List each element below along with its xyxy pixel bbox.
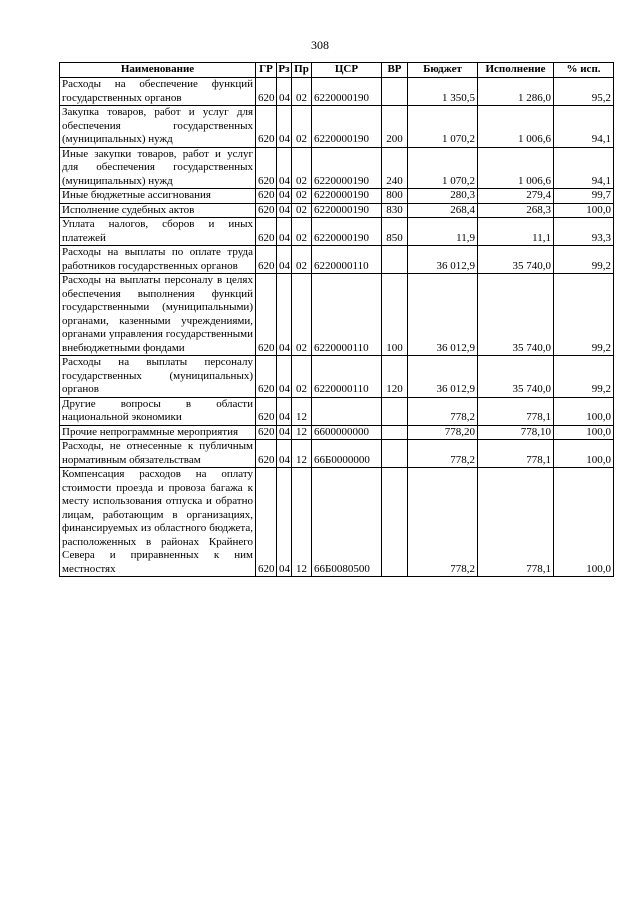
table-header-row <box>60 63 614 78</box>
table-row <box>60 203 614 218</box>
row-gr: 620 <box>256 189 277 204</box>
row-csr <box>312 397 382 425</box>
row-execution: 778,1 <box>478 397 554 425</box>
row-gr: 620 <box>256 246 277 274</box>
row-name: Иные закупки товаров, работ и услуг для обеспечения государственных (муниципальных) нужд <box>60 147 256 189</box>
row-name: Другие вопросы в области национальной экономики <box>60 397 256 425</box>
row-pr: 02 <box>292 356 312 398</box>
row-rz: 04 <box>277 189 292 204</box>
table-row <box>60 106 614 148</box>
row-budget: 778,2 <box>408 397 478 425</box>
row-percent: 99,7 <box>554 189 614 204</box>
header-gr: ГР <box>256 63 277 78</box>
row-gr: 620 <box>256 147 277 189</box>
row-gr: 620 <box>256 106 277 148</box>
row-name: Компенсация расходов на оплату стоимости проезда и провоза багажа к месту использования отпуска и обратно лицам, работающим в организациях, финансируемых из областного бюджета, расположенных в районах Крайнего Севера и приравненных к ним местностях <box>60 468 256 577</box>
row-vr: 850 <box>382 218 408 246</box>
row-csr: 6600000000 <box>312 425 382 440</box>
row-percent: 100,0 <box>554 468 614 577</box>
row-pr: 02 <box>292 246 312 274</box>
row-budget: 11,9 <box>408 218 478 246</box>
row-pr: 12 <box>292 468 312 577</box>
table-row <box>60 440 614 468</box>
table-row <box>60 397 614 425</box>
row-name: Расходы, не отнесенные к публичным нормативным обязательствам <box>60 440 256 468</box>
row-budget: 778,20 <box>408 425 478 440</box>
table-row <box>60 147 614 189</box>
row-rz: 04 <box>277 203 292 218</box>
row-rz: 04 <box>277 440 292 468</box>
row-budget: 778,2 <box>408 468 478 577</box>
row-budget: 36 012,9 <box>408 274 478 356</box>
row-pr: 12 <box>292 397 312 425</box>
table-row <box>60 356 614 398</box>
row-percent: 93,3 <box>554 218 614 246</box>
row-budget: 1 070,2 <box>408 147 478 189</box>
row-gr: 620 <box>256 274 277 356</box>
row-execution: 1 006,6 <box>478 106 554 148</box>
row-gr: 620 <box>256 425 277 440</box>
row-vr: 830 <box>382 203 408 218</box>
row-percent: 99,2 <box>554 356 614 398</box>
row-rz: 04 <box>277 274 292 356</box>
row-csr: 66Б0080500 <box>312 468 382 577</box>
row-rz: 04 <box>277 78 292 106</box>
row-budget: 1 070,2 <box>408 106 478 148</box>
table-row <box>60 274 614 356</box>
row-csr: 6220000190 <box>312 218 382 246</box>
row-pr: 02 <box>292 78 312 106</box>
row-budget: 36 012,9 <box>408 246 478 274</box>
header-execution: Исполнение <box>478 63 554 78</box>
row-pr: 02 <box>292 189 312 204</box>
row-gr: 620 <box>256 203 277 218</box>
row-pr: 02 <box>292 203 312 218</box>
row-pr: 02 <box>292 274 312 356</box>
row-execution: 35 740,0 <box>478 274 554 356</box>
row-name: Расходы на выплаты по оплате труда работников государственных органов <box>60 246 256 274</box>
row-vr <box>382 440 408 468</box>
row-name: Прочие непрограммные мероприятия <box>60 425 256 440</box>
row-budget: 280,3 <box>408 189 478 204</box>
row-budget: 36 012,9 <box>408 356 478 398</box>
row-percent: 99,2 <box>554 246 614 274</box>
row-csr: 6220000190 <box>312 78 382 106</box>
row-vr: 120 <box>382 356 408 398</box>
row-execution: 35 740,0 <box>478 356 554 398</box>
row-gr: 620 <box>256 468 277 577</box>
table-row <box>60 246 614 274</box>
table-row <box>60 425 614 440</box>
row-rz: 04 <box>277 356 292 398</box>
row-rz: 04 <box>277 468 292 577</box>
row-percent: 100,0 <box>554 203 614 218</box>
row-percent: 100,0 <box>554 425 614 440</box>
row-vr: 100 <box>382 274 408 356</box>
table-row <box>60 189 614 204</box>
row-percent: 99,2 <box>554 274 614 356</box>
row-execution: 279,4 <box>478 189 554 204</box>
row-vr <box>382 246 408 274</box>
row-budget: 268,4 <box>408 203 478 218</box>
row-execution: 1 286,0 <box>478 78 554 106</box>
header-budget: Бюджет <box>408 63 478 78</box>
header-vr: ВР <box>382 63 408 78</box>
row-csr: 66Б0000000 <box>312 440 382 468</box>
row-percent: 100,0 <box>554 397 614 425</box>
row-name: Закупка товаров, работ и услуг для обеспечения государственных (муниципальных) нужд <box>60 106 256 148</box>
row-budget: 778,2 <box>408 440 478 468</box>
row-vr <box>382 468 408 577</box>
row-rz: 04 <box>277 147 292 189</box>
row-gr: 620 <box>256 78 277 106</box>
row-percent: 100,0 <box>554 440 614 468</box>
row-name: Исполнение судебных актов <box>60 203 256 218</box>
row-csr: 6220000190 <box>312 203 382 218</box>
row-vr <box>382 397 408 425</box>
row-csr: 6220000190 <box>312 189 382 204</box>
row-gr: 620 <box>256 397 277 425</box>
header-name: Наименование <box>60 63 256 78</box>
row-csr: 6220000110 <box>312 356 382 398</box>
row-csr: 6220000110 <box>312 274 382 356</box>
row-csr: 6220000190 <box>312 147 382 189</box>
row-rz: 04 <box>277 397 292 425</box>
header-rz: Рз <box>277 63 292 78</box>
row-execution: 778,1 <box>478 440 554 468</box>
row-execution: 778,10 <box>478 425 554 440</box>
row-gr: 620 <box>256 440 277 468</box>
row-csr: 6220000190 <box>312 106 382 148</box>
row-gr: 620 <box>256 356 277 398</box>
table-row <box>60 218 614 246</box>
table-row <box>60 468 614 577</box>
header-pr: Пр <box>292 63 312 78</box>
row-gr: 620 <box>256 218 277 246</box>
row-execution: 778,1 <box>478 468 554 577</box>
row-execution: 35 740,0 <box>478 246 554 274</box>
table-row <box>60 78 614 106</box>
row-name: Расходы на выплаты персоналу в целях обеспечения выполнения функций государственными (муниципальными) органами, казенными учреждениями, органами управления государственными внебюджетными фондами <box>60 274 256 356</box>
row-vr: 800 <box>382 189 408 204</box>
row-name: Уплата налогов, сборов и иных платежей <box>60 218 256 246</box>
row-vr <box>382 425 408 440</box>
row-execution: 1 006,6 <box>478 147 554 189</box>
row-vr <box>382 78 408 106</box>
row-vr: 240 <box>382 147 408 189</box>
budget-table <box>59 62 614 577</box>
header-csr: ЦСР <box>312 63 382 78</box>
row-name: Расходы на выплаты персоналу государственных (муниципальных) органов <box>60 356 256 398</box>
row-name: Иные бюджетные ассигнования <box>60 189 256 204</box>
row-percent: 94,1 <box>554 147 614 189</box>
page-number: 308 <box>311 38 329 52</box>
row-execution: 11,1 <box>478 218 554 246</box>
row-rz: 04 <box>277 106 292 148</box>
row-rz: 04 <box>277 425 292 440</box>
row-pr: 12 <box>292 440 312 468</box>
row-pr: 12 <box>292 425 312 440</box>
row-budget: 1 350,5 <box>408 78 478 106</box>
row-percent: 94,1 <box>554 106 614 148</box>
row-pr: 02 <box>292 106 312 148</box>
row-rz: 04 <box>277 218 292 246</box>
header-percent: % исп. <box>554 63 614 78</box>
row-pr: 02 <box>292 147 312 189</box>
row-vr: 200 <box>382 106 408 148</box>
row-name: Расходы на обеспечение функций государственных органов <box>60 78 256 106</box>
row-csr: 6220000110 <box>312 246 382 274</box>
row-rz: 04 <box>277 246 292 274</box>
row-percent: 95,2 <box>554 78 614 106</box>
row-execution: 268,3 <box>478 203 554 218</box>
row-pr: 02 <box>292 218 312 246</box>
